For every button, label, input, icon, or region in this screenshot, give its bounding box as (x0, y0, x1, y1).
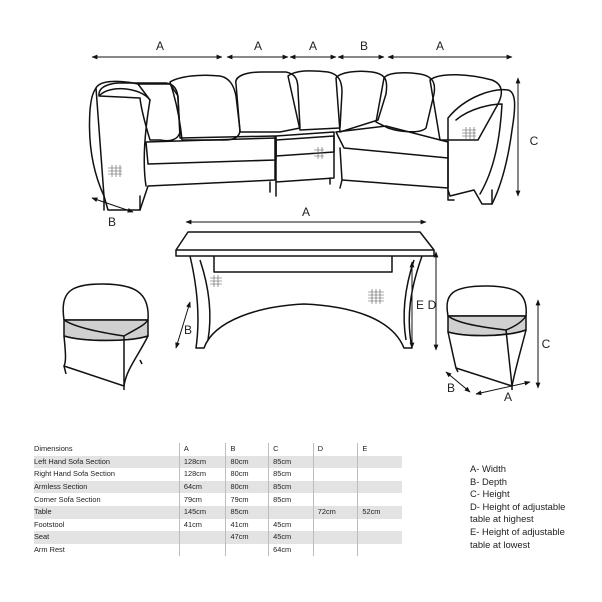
row-label: Seat (34, 531, 179, 544)
table-cell (358, 519, 402, 532)
row-label: Left Hand Sofa Section (34, 456, 179, 469)
left-footstool-illustration (63, 284, 148, 390)
table-cell: 128cm (179, 468, 226, 481)
table-cell (358, 544, 402, 557)
table-cell: 85cm (269, 456, 314, 469)
table-cell: 128cm (179, 456, 226, 469)
sofa-width-label-4: A (435, 39, 445, 53)
table-highest-height-label: D (427, 298, 437, 312)
table-cell (358, 456, 402, 469)
row-label: Table (34, 506, 179, 519)
right-footstool-illustration (447, 286, 526, 390)
back-cushion (376, 73, 434, 132)
sofa-corner-label: B (359, 39, 369, 53)
table-cell (313, 481, 358, 494)
footstool-height-label: C (541, 337, 551, 351)
sofa-width-label-2: A (253, 39, 263, 53)
table-cell: 80cm (226, 456, 269, 469)
footstool-width-label: A (503, 390, 513, 404)
table-dimension-lines (176, 222, 436, 350)
table-cell (313, 493, 358, 506)
legend-line: E- Height of adjustable (470, 525, 565, 537)
table-cell: 145cm (179, 506, 226, 519)
table-cell (226, 544, 269, 557)
table-cell: 41cm (179, 519, 226, 532)
legend-line: table at highest (470, 513, 534, 525)
row-label: Arm Rest (34, 544, 179, 557)
legend-line: D- Height of adjustable (470, 500, 566, 512)
legend-line: B- Depth (470, 475, 507, 487)
table-cell: 85cm (269, 468, 314, 481)
table-cell: 52cm (358, 506, 402, 519)
dimension-legend (470, 463, 565, 551)
table-cell: 47cm (226, 531, 269, 544)
table-cell: B (226, 443, 269, 456)
armless-section (236, 72, 300, 132)
legend-line: A- Width (470, 463, 506, 474)
table-cell: 45cm (269, 531, 314, 544)
table-cell: A (179, 443, 226, 456)
table-width-label: A (301, 205, 311, 219)
table-row (34, 468, 402, 481)
row-label: Right Hand Sofa Section (34, 468, 179, 481)
row-label: Armless Section (34, 481, 179, 494)
table-row (34, 531, 402, 544)
table-cell: 64cm (269, 544, 314, 557)
table-cell (269, 506, 314, 519)
table-row (34, 519, 402, 532)
table-cell (313, 519, 358, 532)
table-row (34, 544, 402, 557)
sofa-height-label: C (529, 134, 539, 148)
table-cell: 80cm (226, 481, 269, 494)
table-cell: 85cm (269, 493, 314, 506)
table-row (34, 481, 402, 494)
left-sofa-section (90, 81, 275, 210)
sofa-width-label-3: A (308, 39, 318, 53)
table-cell: 72cm (313, 506, 358, 519)
table-cell (313, 456, 358, 469)
table-cell: E (362, 444, 368, 454)
row-label: Corner Sofa Section (34, 493, 179, 506)
row-label: Footstool (34, 519, 179, 532)
table-cell: 79cm (226, 493, 269, 506)
table-cell (358, 468, 402, 481)
table-cell (313, 468, 358, 481)
table-cell (313, 544, 358, 557)
legend-line: C- Height (470, 488, 510, 500)
table-cell: 45cm (269, 519, 314, 532)
table-header-row (34, 443, 402, 456)
table-cell: 41cm (226, 519, 269, 532)
table-cell: D (313, 443, 358, 456)
sofa-width-label-1: A (155, 39, 165, 53)
table-cell (358, 493, 402, 506)
table-cell (313, 531, 358, 544)
legend-line: table at lowest (470, 538, 530, 550)
table-lowest-height-label: E (415, 298, 425, 312)
dimensions-table (34, 443, 402, 556)
table-cell (358, 531, 402, 544)
table-row (34, 493, 402, 506)
table-cell (179, 544, 226, 557)
row-label: Dimensions (34, 443, 179, 456)
back-cushion (170, 75, 240, 140)
table-cell: 85cm (226, 506, 269, 519)
corner-sofa-illustration (90, 71, 515, 210)
seat-cushion (146, 138, 276, 164)
table-cell: 85cm (269, 481, 314, 494)
table-weave-marks (210, 275, 384, 304)
table-cell: C (269, 443, 314, 456)
table-cell (179, 531, 226, 544)
table-cell: 80cm (226, 468, 269, 481)
sofa-depth-label: B (107, 215, 117, 229)
table-row (34, 506, 402, 519)
table-cell: 79cm (179, 493, 226, 506)
footstool-depth-label: B (446, 381, 456, 395)
table-cell (358, 481, 402, 494)
table-depth-label: B (183, 323, 193, 337)
table-cell: 64cm (179, 481, 226, 494)
dining-table-illustration (176, 232, 434, 348)
table-row (34, 456, 402, 469)
